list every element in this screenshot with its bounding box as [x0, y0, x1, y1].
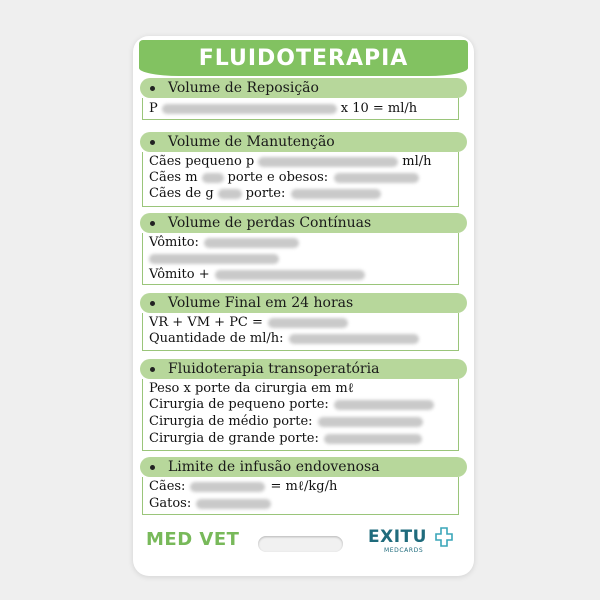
redacted-text	[202, 173, 224, 183]
medical-cross-icon	[435, 527, 453, 547]
redacted-text	[334, 173, 419, 183]
bullet-icon	[150, 367, 155, 372]
section-title: Volume de perdas Contínuas	[168, 215, 372, 231]
section-header-perdas	[140, 213, 467, 233]
redacted-text	[218, 189, 242, 199]
section-title: Limite de infusão endovenosa	[168, 459, 380, 475]
content-line: P x 10 = ml/h	[149, 101, 418, 116]
redacted-text	[162, 104, 337, 114]
bullet-icon	[150, 86, 155, 91]
redacted-text	[268, 318, 348, 328]
redacted-text	[289, 334, 419, 344]
lanyard-slot	[258, 536, 343, 552]
content-line: Cirurgia de grande porte:	[149, 431, 422, 446]
section-body-infusao	[142, 477, 459, 515]
content-line: Vômito:	[149, 235, 299, 250]
bullet-icon	[150, 140, 155, 145]
redacted-text	[149, 254, 279, 264]
logo-subtitle: MEDCARDS	[384, 547, 424, 554]
redacted-text	[196, 499, 271, 509]
content-line: Cirurgia de médio porte:	[149, 414, 423, 429]
section-header-infusao	[140, 457, 467, 477]
content-line	[149, 251, 279, 266]
content-line: Vômito +	[149, 267, 365, 282]
content-line: VR + VM + PC =	[149, 315, 348, 330]
bullet-icon	[150, 301, 155, 306]
card-title: FLUIDOTERAPIA	[198, 45, 409, 71]
logo-word: EXITU	[368, 527, 427, 547]
content-line: Cães de g porte:	[149, 186, 381, 201]
redacted-text	[204, 238, 299, 248]
brand-medvet: MED VET	[146, 529, 240, 550]
section-body-manutencao	[142, 152, 459, 207]
section-header-reposicao	[140, 78, 467, 98]
section-body-reposicao	[142, 98, 459, 120]
section-title: Fluidoterapia transoperatória	[168, 361, 380, 377]
content-line: Gatos:	[149, 496, 271, 511]
redacted-text	[334, 400, 434, 410]
section-header-transoperatoria	[140, 359, 467, 379]
section-body-volume-final	[142, 313, 459, 351]
section-header-manutencao	[140, 132, 467, 152]
content-line: Peso x porte da cirurgia em mℓ	[149, 381, 354, 396]
section-body-perdas	[142, 233, 459, 285]
content-line: Cães pequeno p ml/h	[149, 154, 432, 169]
redacted-text	[215, 270, 365, 280]
bullet-icon	[150, 221, 155, 226]
redacted-text	[291, 189, 381, 199]
redacted-text	[258, 157, 398, 167]
redacted-text	[324, 434, 422, 444]
content-line: Cães: = mℓ/kg/h	[149, 479, 338, 494]
section-title: Volume de Reposição	[168, 80, 319, 96]
section-body-transoperatoria	[142, 379, 459, 451]
section-title: Volume Final em 24 horas	[168, 295, 354, 311]
content-line: Cirurgia de pequeno porte:	[149, 397, 434, 412]
redacted-text	[190, 482, 265, 492]
content-line: Quantidade de ml/h:	[149, 331, 419, 346]
redacted-text	[318, 417, 423, 427]
reference-card	[133, 36, 474, 576]
bullet-icon	[150, 465, 155, 470]
title-banner	[139, 40, 468, 76]
section-title: Volume de Manutenção	[168, 134, 335, 150]
content-line: Cães m porte e obesos:	[149, 170, 419, 185]
exitu-logo	[368, 527, 463, 557]
section-header-volume-final	[140, 293, 467, 313]
